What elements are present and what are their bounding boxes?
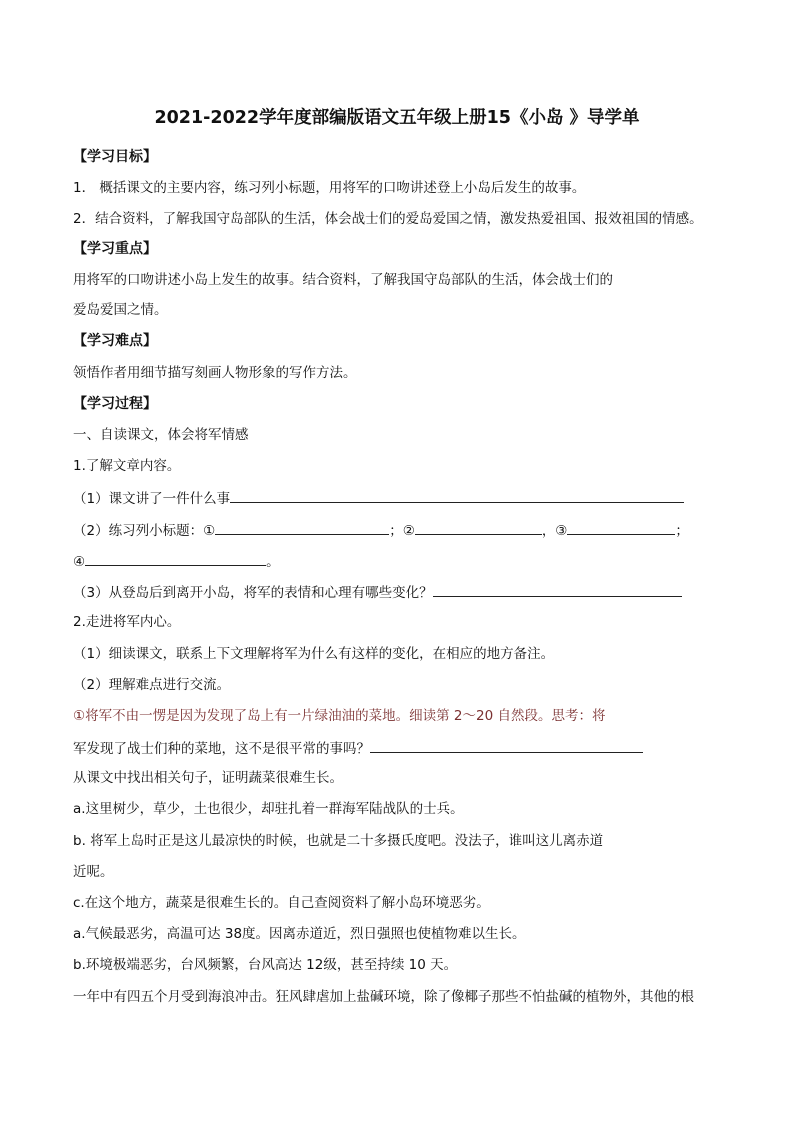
question-2-text: （2）练习列小标题：①	[73, 523, 216, 539]
circle-number-4: ④	[73, 554, 86, 570]
objective-1: 1． 概括课文的主要内容，练习列小标题，用将军的口吻讲述登上小岛后发生的故事。	[73, 180, 586, 196]
section-heading-process: 【学习过程】	[73, 396, 157, 412]
answer-blank-subtitle-2[interactable]	[415, 520, 542, 535]
separator-2: ；②	[389, 523, 415, 539]
objective-2: 2．结合资料，了解我国守岛部队的生活，体会战士们的爱岛爱国之情，激发热爱祖国、报效祖国的情感。	[73, 211, 703, 227]
item1-heading: 1.了解文章内容。	[73, 458, 181, 474]
environment-detail: 一年中有四五个月受到海浪冲击。狂风肆虐加上盐碱环境，除了像椰子那些不怕盐碱的植物外，其他的根	[73, 989, 694, 1005]
answer-blank-note[interactable]	[370, 738, 643, 753]
question-1	[73, 488, 684, 508]
answer-blank-1[interactable]	[230, 488, 684, 503]
environment-b: b.环境极端恶劣，台风频繁，台风高达 12级，甚至持续 10 天。	[73, 957, 458, 973]
question-2	[73, 520, 689, 540]
separator-3: ，③	[541, 523, 568, 539]
note-1-continued-text: 军发现了战士们种的菜地，这不是很平常的事吗？	[73, 741, 370, 757]
item2-heading: 2.走进将军内心。	[73, 614, 181, 630]
question-2-continued	[73, 551, 280, 571]
key-point-line-1: 用将军的口吻讲述小岛上发生的故事。结合资料，了解我国守岛部队的生活，体会战士们的	[73, 272, 613, 288]
section-heading-objectives: 【学习目标】	[73, 149, 157, 165]
answer-blank-subtitle-3[interactable]	[567, 520, 675, 535]
period: 。	[266, 554, 280, 570]
evidence-c: c.在这个地方，蔬菜是很难生长的。自己查阅资料了解小岛环境恶劣。	[73, 895, 490, 911]
question-3	[73, 582, 682, 602]
find-sentences: 从课文中找出相关句子，证明蔬菜很难生长。	[73, 770, 343, 786]
section-heading-difficulties: 【学习难点】	[73, 333, 157, 349]
question-3-text: （3）从登岛后到离开小岛，将军的表情和心理有哪些变化？	[73, 585, 433, 601]
answer-blank-3[interactable]	[433, 582, 682, 597]
evidence-b: b. 将军上岛时正是这儿最凉快的时候，也就是二十多摄氏度吧。没法子，谁叫这儿离赤道	[73, 833, 604, 849]
step-2: （2）理解难点进行交流。	[73, 677, 231, 693]
answer-blank-subtitle-1[interactable]	[215, 520, 389, 535]
section-heading-key-points: 【学习重点】	[73, 241, 157, 257]
environment-a: a.气候最恶劣，高温可达 38度。因离赤道近，烈日强照也使植物难以生长。	[73, 926, 526, 942]
note-1: ①将军不由一愣是因为发现了岛上有一片绿油油的菜地。细读第 2～20 自然段。思考：将	[73, 708, 606, 724]
step-1: （1）细读课文，联系上下文理解将军为什么有这样的变化，在相应的地方备注。	[73, 646, 555, 662]
difficulty-text: 领悟作者用细节描写刻画人物形象的写作方法。	[73, 365, 357, 381]
question-1-text: （1）课文讲了一件什么事	[73, 491, 231, 507]
document-title: 2021-2022学年度部编版语文五年级上册15《小岛 》导学单	[154, 108, 640, 128]
separator-end: ；	[675, 523, 689, 539]
evidence-a: a.这里树少，草少，土也很少，却驻扎着一群海军陆战队的士兵。	[73, 801, 464, 817]
note-1-continued	[73, 738, 643, 758]
evidence-b-continued: 近呢。	[73, 864, 114, 880]
key-point-line-2: 爱岛爱国之情。	[73, 302, 168, 318]
part1-title: 一、自读课文，体会将军情感	[73, 427, 249, 443]
answer-blank-subtitle-4[interactable]	[85, 551, 266, 566]
